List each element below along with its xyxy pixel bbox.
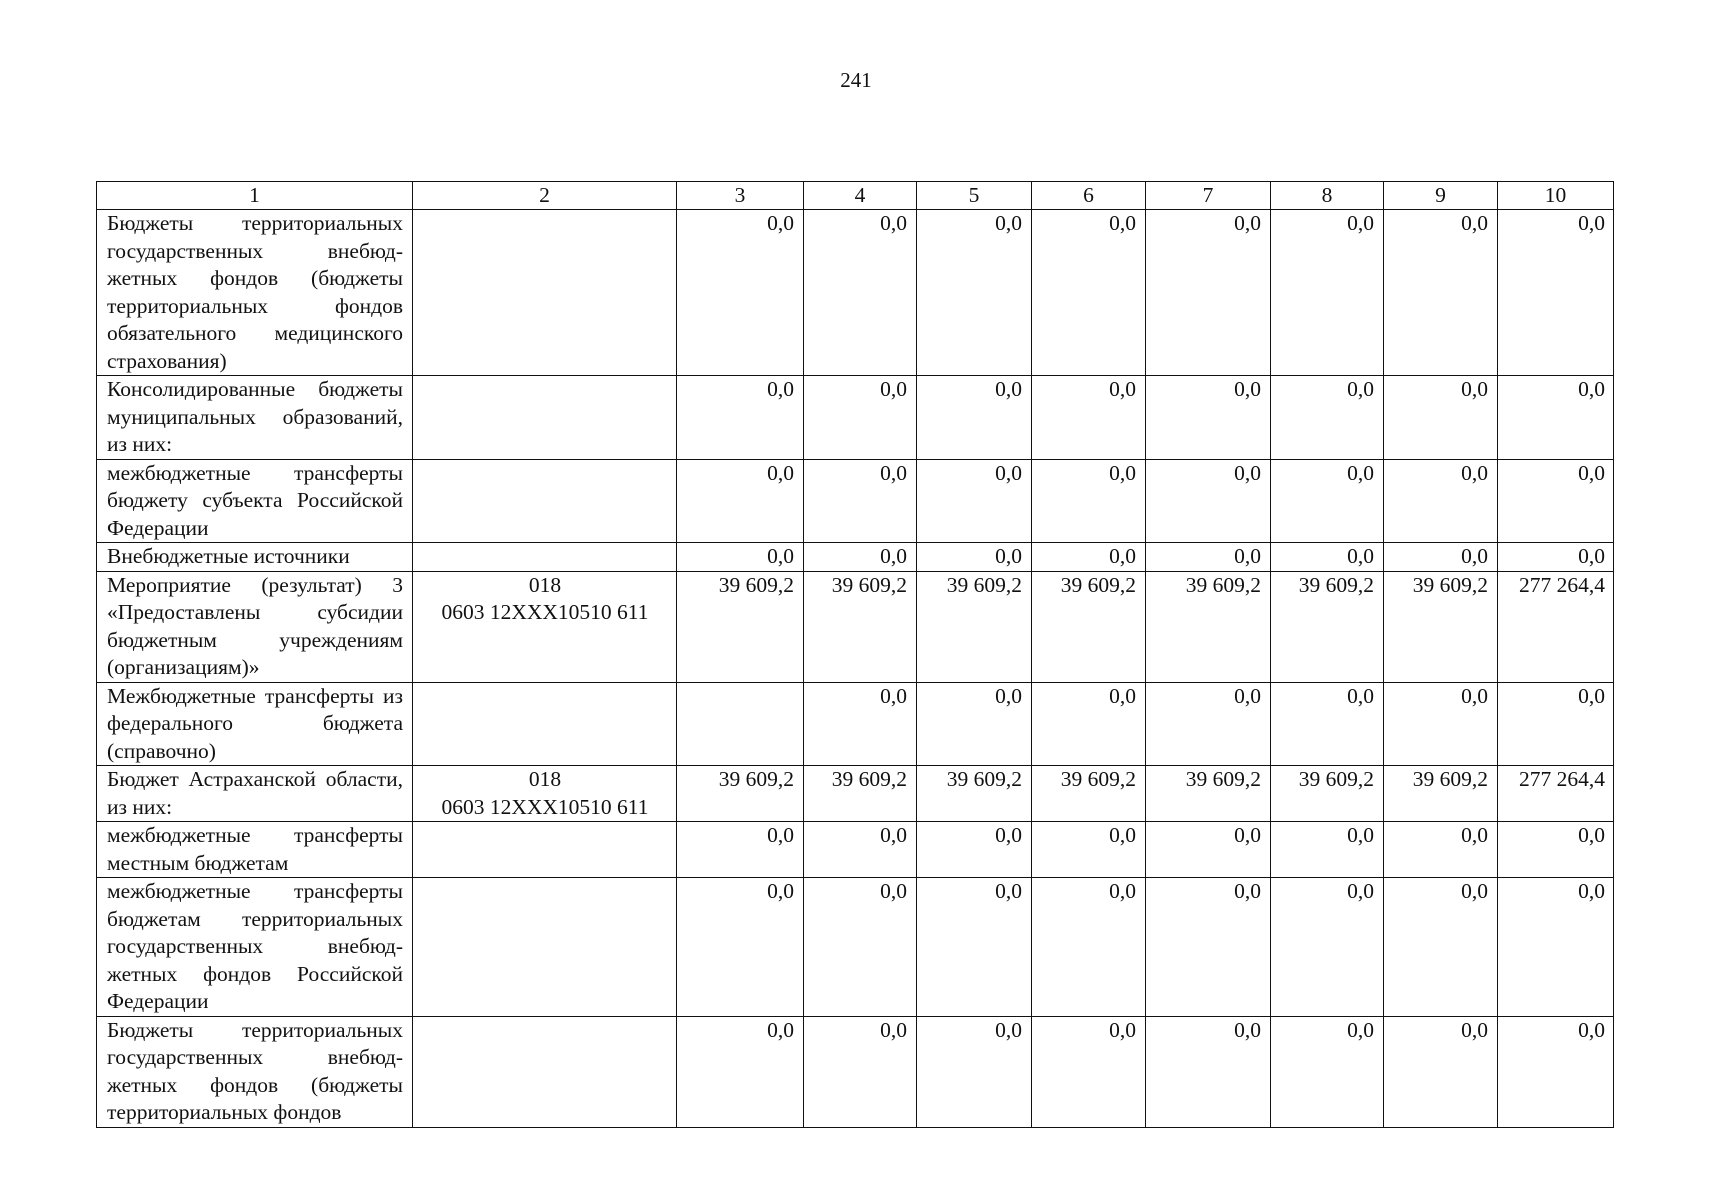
value-cell: 0,0 — [1498, 682, 1614, 766]
value-cell: 0,0 — [1032, 682, 1146, 766]
value-cell: 39 609,2 — [1146, 571, 1271, 682]
row-name-cell: межбюджетные трансферты бюджетам территориальных государственных внебюджетных фондов Российской Федерации — [97, 878, 413, 1017]
column-header: 9 — [1384, 182, 1498, 210]
value-cell: 39 609,2 — [1271, 571, 1384, 682]
value-cell: 0,0 — [804, 543, 917, 572]
value-cell: 0,0 — [917, 376, 1032, 460]
value-cell: 0,0 — [1384, 1016, 1498, 1127]
budget-table — [96, 181, 1614, 1128]
value-cell: 0,0 — [917, 543, 1032, 572]
row-name-cell: Межбюджетные трансферты из федерального бюджета (справочно) — [97, 682, 413, 766]
column-header: 7 — [1146, 182, 1271, 210]
value-cell: 0,0 — [1384, 459, 1498, 543]
value-cell: 0,0 — [1146, 459, 1271, 543]
row-name-cell: Бюджеты территориальных государственных внебюджетных фондов (бюджеты территориальных фондов — [97, 1016, 413, 1127]
column-header: 1 — [97, 182, 413, 210]
value-cell: 39 609,2 — [1384, 571, 1498, 682]
value-cell: 0,0 — [677, 822, 804, 878]
column-header: 6 — [1032, 182, 1146, 210]
table-row — [97, 878, 1614, 1017]
value-cell: 0,0 — [804, 878, 917, 1017]
value-cell: 277 264,4 — [1498, 571, 1614, 682]
value-cell: 0,0 — [1498, 210, 1614, 376]
value-cell: 0,0 — [1146, 682, 1271, 766]
row-code-cell: 018 0603 12ХХХ10510 611 — [413, 766, 677, 822]
row-code-cell — [413, 543, 677, 572]
value-cell: 0,0 — [804, 682, 917, 766]
row-name-cell: Консолидированные бюджеты муниципальных образований, из них: — [97, 376, 413, 460]
value-cell: 0,0 — [1498, 543, 1614, 572]
value-cell: 0,0 — [1384, 543, 1498, 572]
table-row — [97, 459, 1614, 543]
column-header: 4 — [804, 182, 917, 210]
value-cell: 0,0 — [1146, 822, 1271, 878]
value-cell: 0,0 — [1032, 376, 1146, 460]
table-body — [97, 210, 1614, 1128]
value-cell: 0,0 — [1498, 459, 1614, 543]
value-cell: 0,0 — [677, 210, 804, 376]
table-row — [97, 682, 1614, 766]
row-code-cell — [413, 210, 677, 376]
value-cell: 0,0 — [1146, 210, 1271, 376]
value-cell: 39 609,2 — [1384, 766, 1498, 822]
table-row — [97, 822, 1614, 878]
value-cell: 0,0 — [917, 459, 1032, 543]
column-number-row — [97, 182, 1614, 210]
value-cell: 0,0 — [1146, 1016, 1271, 1127]
table-row — [97, 376, 1614, 460]
value-cell: 0,0 — [677, 376, 804, 460]
table-row — [97, 766, 1614, 822]
value-cell: 39 609,2 — [917, 766, 1032, 822]
table-row — [97, 571, 1614, 682]
value-cell: 0,0 — [1146, 543, 1271, 572]
value-cell: 0,0 — [1498, 1016, 1614, 1127]
page-number: 241 — [840, 68, 872, 92]
row-code-cell — [413, 682, 677, 766]
value-cell: 0,0 — [1271, 459, 1384, 543]
value-cell: 39 609,2 — [1146, 766, 1271, 822]
value-cell: 0,0 — [1271, 543, 1384, 572]
value-cell: 0,0 — [677, 459, 804, 543]
table-row — [97, 210, 1614, 376]
value-cell: 277 264,4 — [1498, 766, 1614, 822]
value-cell: 0,0 — [677, 878, 804, 1017]
value-cell: 0,0 — [1146, 376, 1271, 460]
value-cell: 0,0 — [1146, 878, 1271, 1017]
column-header: 3 — [677, 182, 804, 210]
row-code-cell: 018 0603 12ХХХ10510 611 — [413, 571, 677, 682]
row-code-cell — [413, 376, 677, 460]
row-code-cell — [413, 1016, 677, 1127]
value-cell: 0,0 — [1032, 878, 1146, 1017]
value-cell: 39 609,2 — [1032, 571, 1146, 682]
value-cell: 39 609,2 — [677, 571, 804, 682]
table-row — [97, 543, 1614, 572]
value-cell: 0,0 — [804, 376, 917, 460]
value-cell: 39 609,2 — [1271, 766, 1384, 822]
value-cell: 0,0 — [1384, 878, 1498, 1017]
row-name-cell: межбюджетные трансферты местным бюджетам — [97, 822, 413, 878]
value-cell: 0,0 — [1498, 878, 1614, 1017]
table-row — [97, 1016, 1614, 1127]
value-cell: 0,0 — [1271, 682, 1384, 766]
column-header: 5 — [917, 182, 1032, 210]
value-cell: 0,0 — [1032, 822, 1146, 878]
value-cell: 0,0 — [1384, 822, 1498, 878]
value-cell: 0,0 — [917, 210, 1032, 376]
value-cell: 0,0 — [1271, 878, 1384, 1017]
value-cell: 0,0 — [1271, 822, 1384, 878]
value-cell: 0,0 — [1032, 543, 1146, 572]
row-name-cell: Бюджеты территориальных государственных внебюджетных фондов (бюджеты территориальных фондов обязательного медицинского страхования) — [97, 210, 413, 376]
column-header: 8 — [1271, 182, 1384, 210]
value-cell: 0,0 — [1032, 210, 1146, 376]
row-name-cell: Мероприятие (результат) 3 «Предоставлены субсидии бюджетным учреждениям (организациям)» — [97, 571, 413, 682]
row-name-cell: Внебюджетные источники — [97, 543, 413, 572]
row-name-cell: межбюджетные трансферты бюджету субъекта Российской Федерации — [97, 459, 413, 543]
value-cell: 0,0 — [677, 1016, 804, 1127]
row-name-cell: Бюджет Астраханской области, из них: — [97, 766, 413, 822]
value-cell: 0,0 — [1498, 376, 1614, 460]
value-cell: 0,0 — [1271, 210, 1384, 376]
value-cell: 0,0 — [804, 459, 917, 543]
value-cell: 0,0 — [917, 822, 1032, 878]
column-header: 2 — [413, 182, 677, 210]
value-cell: 0,0 — [1384, 682, 1498, 766]
value-cell: 39 609,2 — [917, 571, 1032, 682]
value-cell: 0,0 — [1271, 376, 1384, 460]
value-cell: 39 609,2 — [804, 571, 917, 682]
value-cell: 39 609,2 — [1032, 766, 1146, 822]
value-cell: 0,0 — [917, 1016, 1032, 1127]
value-cell: 0,0 — [1032, 459, 1146, 543]
value-cell: 0,0 — [917, 878, 1032, 1017]
row-code-cell — [413, 822, 677, 878]
value-cell: 0,0 — [804, 210, 917, 376]
value-cell: 0,0 — [1384, 210, 1498, 376]
value-cell: 0,0 — [804, 1016, 917, 1127]
value-cell: 0,0 — [804, 822, 917, 878]
value-cell: 0,0 — [1032, 1016, 1146, 1127]
value-cell: 39 609,2 — [677, 766, 804, 822]
value-cell: 0,0 — [917, 682, 1032, 766]
row-code-cell — [413, 878, 677, 1017]
value-cell: 39 609,2 — [804, 766, 917, 822]
value-cell: 0,0 — [1384, 376, 1498, 460]
value-cell: 0,0 — [1498, 822, 1614, 878]
row-code-cell — [413, 459, 677, 543]
value-cell — [677, 682, 804, 766]
value-cell: 0,0 — [1271, 1016, 1384, 1127]
column-header: 10 — [1498, 182, 1614, 210]
value-cell: 0,0 — [677, 543, 804, 572]
